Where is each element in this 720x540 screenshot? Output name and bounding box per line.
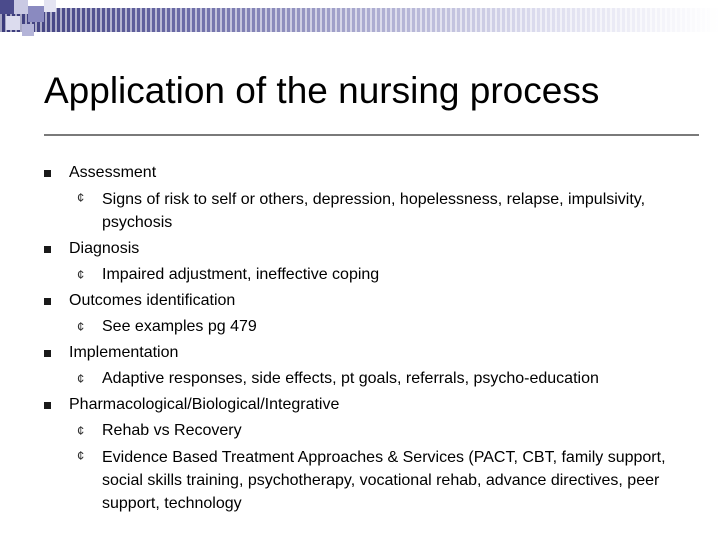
deco-square — [44, 0, 56, 12]
bullet-implementation — [44, 340, 684, 366]
bullet-label: Pharmacological/Biological/Integrative — [69, 396, 340, 413]
square-bullet-icon — [44, 170, 51, 177]
deco-square — [6, 16, 20, 30]
sub-bullet-icon: ¢ — [77, 448, 85, 463]
sub-bullet-text: Impaired adjustment, ineffective coping — [102, 266, 380, 283]
header-band — [0, 0, 720, 40]
sub-bullet-icon: ¢ — [77, 190, 85, 205]
sub-bullet-text: Signs of risk to self or others, depression, hopelessness, relapse, impulsivity, psychosis — [102, 191, 646, 231]
bullet-pharmacological — [44, 392, 684, 418]
square-bullet-icon — [44, 402, 51, 409]
sub-bullet-icon: ¢ — [77, 267, 85, 282]
sub-bullet — [77, 262, 684, 288]
bullet-diagnosis — [44, 236, 684, 262]
sub-bullet-icon: ¢ — [77, 371, 85, 386]
slide-title: Application of the nursing process — [44, 70, 600, 111]
square-bullet-icon — [44, 246, 51, 253]
bullet-outcomes — [44, 288, 684, 314]
sub-bullet — [77, 186, 684, 236]
title-divider — [44, 134, 699, 136]
deco-square — [22, 24, 34, 36]
bullet-list — [44, 160, 684, 517]
bullet-label: Assessment — [69, 164, 157, 181]
bullet-label: Diagnosis — [69, 240, 140, 257]
sub-bullet-text: See examples pg 479 — [102, 318, 257, 335]
square-bullet-icon — [44, 350, 51, 357]
sub-bullet-text: Evidence Based Treatment Approaches & Services (PACT, CBT, family support, social skills training, psychotherapy, vocational rehab, advance directives, peer support, technology — [102, 449, 666, 512]
sub-bullet — [77, 314, 684, 340]
deco-square — [28, 6, 44, 22]
deco-square — [14, 0, 28, 14]
bullet-label: Outcomes identification — [69, 292, 236, 309]
sub-bullet-text: Rehab vs Recovery — [102, 422, 242, 439]
bullet-label: Implementation — [69, 344, 179, 361]
square-bullet-icon — [44, 298, 51, 305]
sub-bullet-icon: ¢ — [77, 319, 85, 334]
deco-square — [0, 0, 14, 14]
sub-bullet-icon: ¢ — [77, 423, 85, 438]
bullet-assessment — [44, 160, 684, 186]
sub-bullet-text: Adaptive responses, side effects, pt goals, referrals, psycho-education — [102, 370, 599, 387]
header-stripes — [0, 8, 720, 32]
sub-bullet — [77, 444, 684, 517]
sub-bullet — [77, 418, 684, 444]
sub-bullet — [77, 366, 684, 392]
